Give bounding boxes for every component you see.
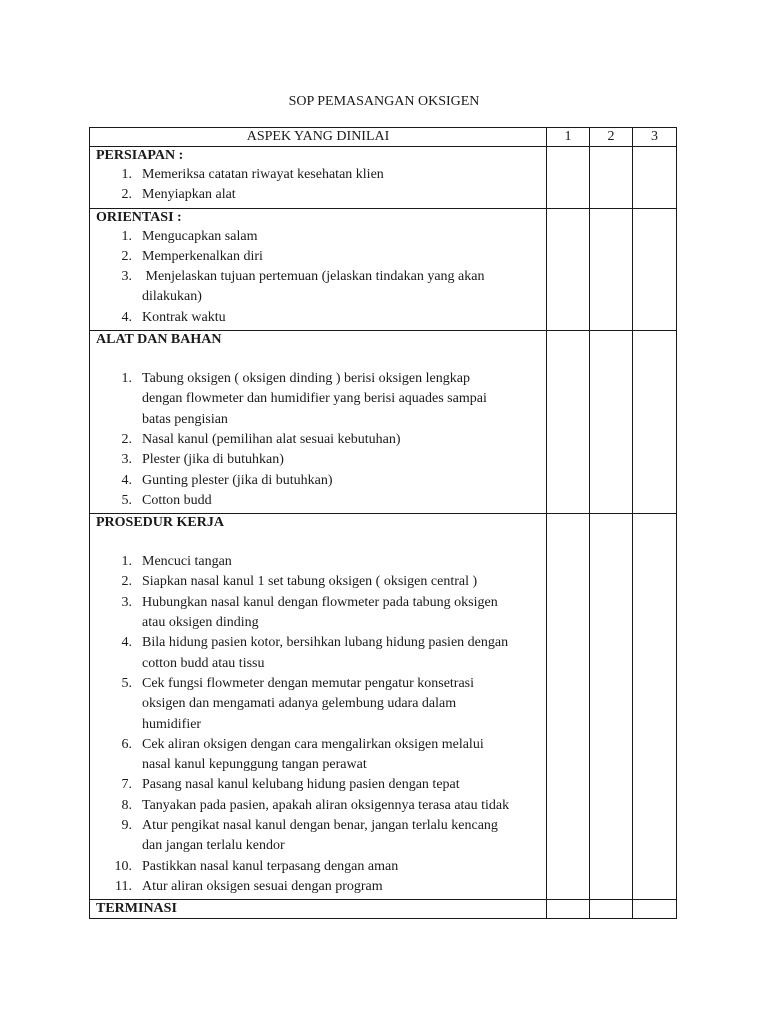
score-cell-2[interactable] [590, 208, 633, 330]
item-number: 3. [121, 452, 132, 468]
section-cell-persiapan [90, 147, 547, 209]
item-text: oksigen dan mengamati adanya gelembung udara dalam [142, 696, 457, 712]
item-number [90, 755, 132, 775]
item-text: Menyiapkan alat [142, 187, 236, 203]
score-cell-1[interactable] [547, 208, 590, 330]
item-text: Gunting plester (jika di butuhkan) [142, 472, 333, 488]
score-cell-2[interactable] [590, 147, 633, 209]
item-text: cotton budd atau tissu [142, 655, 265, 671]
list-item [90, 430, 546, 450]
list-item-continuation [90, 287, 546, 307]
list-item [90, 674, 546, 694]
item-number: 1. [121, 554, 132, 570]
item-text: Menjelaskan tujuan pertemuan (jelaskan tindakan yang akan [142, 269, 485, 285]
item-number: 5. [121, 675, 132, 691]
section-item-list [90, 165, 546, 206]
score-cell-1[interactable] [547, 900, 590, 919]
item-text: humidifier [142, 716, 202, 732]
section-heading: TERMINASI [96, 901, 177, 917]
section-cell-orientasi [90, 208, 547, 330]
assessment-table [89, 127, 677, 919]
section-row-persiapan [90, 147, 677, 209]
item-number: 2. [121, 248, 132, 264]
list-item [90, 816, 546, 836]
section-cell-prosedur-kerja [90, 514, 547, 900]
item-text: Plester (jika di butuhkan) [142, 452, 284, 468]
section-item-list [90, 227, 546, 328]
section-item-list [90, 552, 546, 897]
item-text: Cotton budd [142, 492, 212, 508]
item-number: 1. [121, 167, 132, 182]
list-item [90, 165, 546, 185]
score-cell-3[interactable] [633, 331, 677, 514]
section-cell-alat-dan-bahan [90, 331, 547, 514]
item-text: Mencuci tangan [142, 554, 232, 570]
item-number: 11. [115, 878, 132, 894]
item-text: Kontrak waktu [142, 309, 226, 325]
document-title: SOP PEMASANGAN OKSIGEN [288, 94, 480, 109]
section-heading: PERSIAPAN : [96, 148, 184, 163]
item-number: 3. [121, 269, 132, 285]
item-number: 5. [121, 492, 132, 508]
section-cell-terminasi [90, 900, 547, 919]
item-text: Siapkan nasal kanul 1 set tabung oksigen ( oksigen central ) [142, 574, 478, 590]
list-item [90, 775, 546, 795]
score-cell-1[interactable] [547, 147, 590, 209]
item-number: 10. [114, 858, 132, 874]
item-text: Hubungkan nasal kanul dengan flowmeter pada tabung oksigen [142, 594, 498, 610]
list-item-continuation [90, 694, 546, 714]
list-item-continuation [90, 755, 546, 775]
item-text: atau oksigen dinding [142, 615, 259, 631]
score-cell-1[interactable] [547, 514, 590, 900]
item-text: Atur pengikat nasal kanul dengan benar, jangan terlalu kencang [142, 818, 498, 834]
item-number: 8. [121, 797, 132, 813]
item-number: 9. [121, 818, 132, 834]
item-text: dengan flowmeter dan humidifier yang berisi aquades sampai [142, 391, 487, 407]
list-item-continuation [90, 613, 546, 633]
item-number: 4. [121, 635, 132, 651]
score-cell-1[interactable] [547, 331, 590, 514]
section-row-prosedur-kerja [90, 514, 677, 900]
list-item [90, 552, 546, 572]
item-number: 3. [121, 594, 132, 610]
item-text: Pastikkan nasal kanul terpasang dengan aman [142, 858, 399, 874]
list-item [90, 227, 546, 247]
section-row-terminasi [90, 900, 677, 919]
list-item [90, 857, 546, 877]
item-number: 4. [121, 309, 132, 325]
item-number [90, 715, 132, 735]
header-aspect: ASPEK YANG DINILAI [90, 128, 547, 147]
header-score-3: 3 [633, 128, 677, 147]
item-text: Memperkenalkan diri [142, 248, 263, 264]
item-number [90, 694, 132, 714]
section-heading: PROSEDUR KERJA [96, 515, 224, 531]
list-item-continuation [90, 654, 546, 674]
score-cell-2[interactable] [590, 331, 633, 514]
item-text: Mengucapkan salam [142, 228, 258, 244]
item-number: 1. [121, 228, 132, 244]
item-text: Atur aliran oksigen sesuai dengan program [142, 878, 383, 894]
table-header-row [90, 128, 677, 147]
item-text: Memeriksa catatan riwayat kesehatan klien [142, 167, 384, 182]
list-item [90, 267, 546, 287]
list-item-continuation [90, 715, 546, 735]
section-heading: ALAT DAN BAHAN [96, 332, 222, 348]
header-score-2: 2 [590, 128, 633, 147]
item-number: 2. [121, 431, 132, 447]
list-item [90, 308, 546, 328]
section-row-orientasi [90, 208, 677, 330]
item-text: Nasal kanul (pemilihan alat sesuai kebutuhan) [142, 431, 401, 447]
item-text: Bila hidung pasien kotor, bersihkan lubang hidung pasien dengan [142, 635, 509, 651]
item-text: batas pengisian [142, 411, 228, 427]
list-item [90, 450, 546, 470]
item-text: Cek aliran oksigen dengan cara mengalirkan oksigen melalui [142, 736, 484, 752]
item-number [90, 287, 132, 307]
item-number: 2. [121, 187, 132, 203]
list-item-continuation [90, 389, 546, 409]
item-text: nasal kanul kepunggung tangan perawat [142, 757, 367, 773]
list-item-continuation [90, 836, 546, 856]
section-heading: ORIENTASI : [96, 209, 182, 225]
list-item [90, 369, 546, 389]
item-number: 7. [121, 777, 132, 793]
list-item [90, 877, 546, 897]
score-cell-3[interactable] [633, 514, 677, 900]
score-cell-2[interactable] [590, 900, 633, 919]
item-number: 2. [121, 574, 132, 590]
section-item-list [90, 369, 546, 511]
list-item [90, 572, 546, 592]
item-text: dilakukan) [142, 289, 202, 305]
item-text: Cek fungsi flowmeter dengan memutar pengatur konsetrasi [142, 675, 475, 691]
item-text: Tanyakan pada pasien, apakah aliran oksigennya terasa atau tidak [142, 797, 510, 813]
item-text: dan jangan terlalu kendor [142, 838, 285, 854]
item-text: Tabung oksigen ( oksigen dinding ) berisi oksigen lengkap [142, 371, 470, 387]
item-number: 1. [121, 371, 132, 387]
item-number: 6. [121, 736, 132, 752]
score-cell-3[interactable] [633, 147, 677, 209]
list-item [90, 796, 546, 816]
header-score-1: 1 [547, 128, 590, 147]
score-cell-3[interactable] [633, 208, 677, 330]
list-item [90, 185, 546, 205]
item-number [90, 836, 132, 856]
list-item [90, 735, 546, 755]
section-row-alat-dan-bahan [90, 331, 677, 514]
list-item [90, 593, 546, 613]
list-item-continuation [90, 410, 546, 430]
item-number [90, 654, 132, 674]
score-cell-3[interactable] [633, 900, 677, 919]
item-number [90, 389, 132, 409]
list-item [90, 491, 546, 511]
item-number: 4. [121, 472, 132, 488]
score-cell-2[interactable] [590, 514, 633, 900]
list-item [90, 633, 546, 653]
item-number [90, 410, 132, 430]
item-text: Pasang nasal kanul kelubang hidung pasien dengan tepat [142, 777, 460, 793]
list-item [90, 247, 546, 267]
list-item [90, 471, 546, 491]
item-number [90, 613, 132, 633]
